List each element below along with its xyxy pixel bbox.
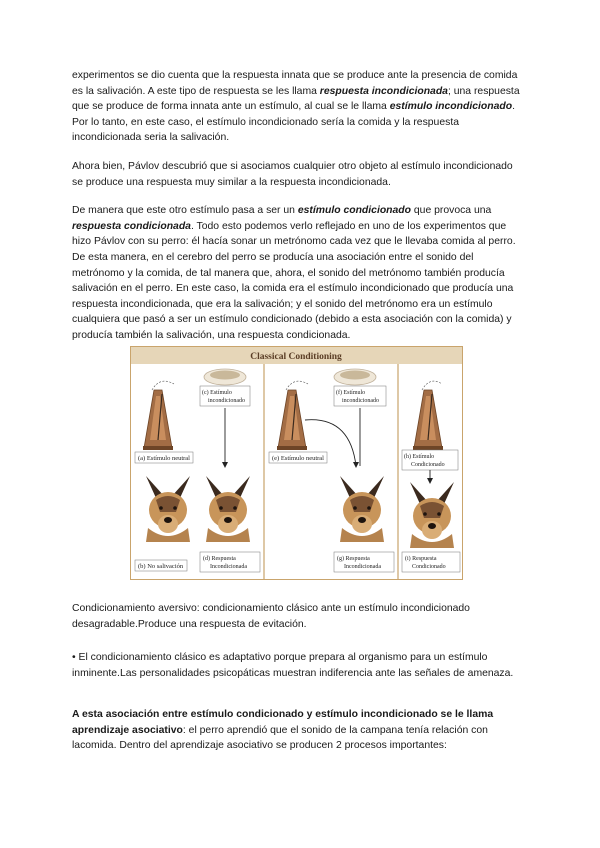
label-d-line2: Incondicionada bbox=[210, 564, 247, 570]
label-c-line1: (c) Estímulo bbox=[202, 390, 232, 396]
label-f-line2: incondicionado bbox=[342, 398, 379, 404]
paragraph-1: experimentos se dio cuenta que la respuesta innata que se produce ante la presencia de comida es la salivación. A este tipo de respuesta se les llama respuesta incondicionada; una respuesta que se produce de forma innata ante un estímulo, al cual se le llama estímulo incondicionado. Por lo tanto, en este caso, el estímulo incondicionado sería la comida y la respuesta incondicionada seria la salivación. bbox=[72, 70, 520, 144]
label-i-line2: Condicionado bbox=[412, 564, 446, 570]
label-g-line1: (g) Respuesta bbox=[337, 556, 370, 562]
label-d-line1: (d) Respuesta bbox=[203, 556, 236, 562]
label-h-line1: (h) Estímulo bbox=[404, 454, 435, 460]
document-body bbox=[72, 68, 524, 357]
label-h-line2: Condicionado bbox=[411, 462, 445, 468]
label-b: (b) No salivación bbox=[138, 563, 184, 570]
food-bowl-icon bbox=[334, 369, 376, 385]
label-a: (a) Estímulo neutral bbox=[138, 455, 190, 462]
label-g-line2: Incondicionada bbox=[344, 564, 381, 570]
label-c-line2: incondicionado bbox=[208, 398, 245, 404]
food-bowl-icon bbox=[204, 369, 246, 385]
paragraph-4: Condicionamiento aversivo: condicionamiento clásico ante un estímulo incondicionado desagradable.Produce una respuesta de evitación. bbox=[72, 603, 470, 630]
paragraph-5: • El condicionamiento clásico es adaptativo porque prepara al organismo para un estímulo inminente.Las personalidades psicopáticas muestran indiferencia ante las señales de amenaza. bbox=[72, 652, 514, 679]
label-f-line1: (f) Estímulo bbox=[336, 390, 366, 396]
paragraph-6: A esta asociación entre estímulo condicionado y estímulo incondicionado se le llama aprendizaje asociativo: el perro aprendió que el sonido de la campana tenía relación con lacomida. Dentro del aprendizaje asociativo se producen 2 procesos importantes: bbox=[72, 709, 494, 752]
classical-conditioning-figure bbox=[130, 346, 463, 580]
label-e: (e) Estímulo neutral bbox=[272, 455, 324, 462]
paragraph-3: De manera que este otro estímulo pasa a ser un estímulo condicionado que provoca una respuesta condicionada. Todo esto podemos verlo reflejado en uno de los experimentos que hizo Pávlov con su perro: él hacía sonar un metrónomo cada vez que le llevaba comida al perro. De esta manera, en el cerebro del perro se producía una asociación entre el sonido del metrónomo y la comida, de tal manera que, ahora, el sonido del metrónomo también producía salivación en el perro. En este caso, la comida era el estímulo incondicionado que producía una respuesta incondicionada, que era la salivación; y el sonido del metrónomo era un estímulo cualquiera que pasó a ser un estímulo condicionado (debido a esta asociación con la comida) y producía también la salivación, una respuesta condicionada. bbox=[72, 205, 516, 341]
label-i-line1: (i) Respuesta bbox=[405, 556, 437, 562]
figure-title: Classical Conditioning bbox=[250, 352, 342, 362]
paragraph-2: Ahora bien, Pávlov descubrió que si asociamos cualquier otro objeto al estímulo incondicionado se produce una respuesta muy similar a la respuesta incondicionada. bbox=[72, 160, 513, 188]
